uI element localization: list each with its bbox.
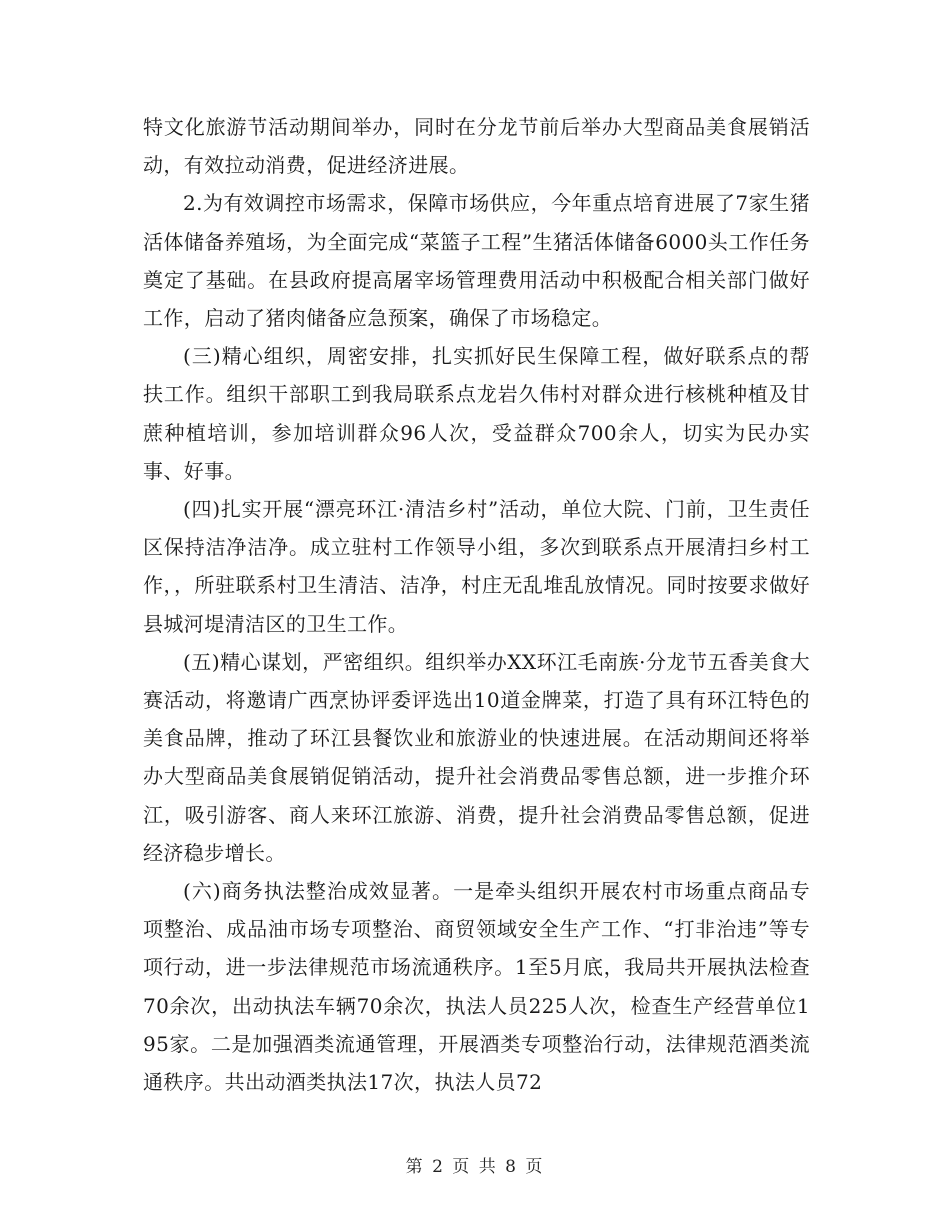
document-body [143, 108, 810, 1101]
paragraph-continuation: 特文化旅游节活动期间举办，同时在分龙节前后举办大型商品美食展销活动，有效拉动消费，促进经济进展。 [143, 115, 810, 178]
paragraph-section-6: (六)商务执法整治成效显著。一是牵头组织开展农村市场重点商品专项整治、成品油市场专项整治、商贸领域安全生产工作、“打非治违”等专项行动，进一步法律规范市场流通秩序。1至5月底，我局共开展执法检查70余次，出动执法车辆70余次，执法人员225人次，检查生产经营单位195家。二是加强酒类流通管理，开展酒类专项整治行动，法律规范酒类流通秩序。共出动酒类执法17次，执法人员72 [143, 879, 810, 1095]
paragraph-section-3: (三)精心组织，周密安排，扎实抓好民生保障工程，做好联系点的帮扶工作。组织干部职工到我局联系点龙岩久伟村对群众进行核桃种植及甘蔗种植培训，参加培训群众96人次，受益群众700余人，切实为民办实事、好事。 [143, 344, 810, 483]
paragraph-section-5: (五)精心谋划，严密组织。组织举办XX环江毛南族·分龙节五香美食大赛活动，将邀请广西烹协评委评选出10道金牌菜，打造了具有环江特色的美食品牌，推动了环江县餐饮业和旅游业的快速进展。在活动期间还将举办大型商品美食展销促销活动，提升社会消费品零售总额，进一步推介环江，吸引游客、商人来环江旅游、消费，提升社会消费品零售总额，促进经济稳步增长。 [143, 649, 810, 865]
paragraph-section-4: (四)扎实开展“漂亮环江·清洁乡村”活动，单位大院、门前，卫生责任区保持洁净洁净。成立驻村工作领导小组，多次到联系点开展清扫乡村工作，，所驻联系村卫生清洁、洁净，村庄无乱堆乱放情况。同时按要求做好县城河堤清洁区的卫生工作。 [143, 497, 810, 636]
paragraph-pig-reserve: 2.为有效调控市场需求，保障市场供应，今年重点培育进展了7家生猪活体储备养殖场，为全面完成“菜篮子工程”生猪活体储备6000头工作任务奠定了基础。在县政府提高屠宰场管理费用活动中积极配合相关部门做好工作，启动了猪肉储备应急预案，确保了市场稳定。 [143, 191, 810, 331]
page-footer: 第 2 页 共 8 页 [405, 1157, 545, 1177]
